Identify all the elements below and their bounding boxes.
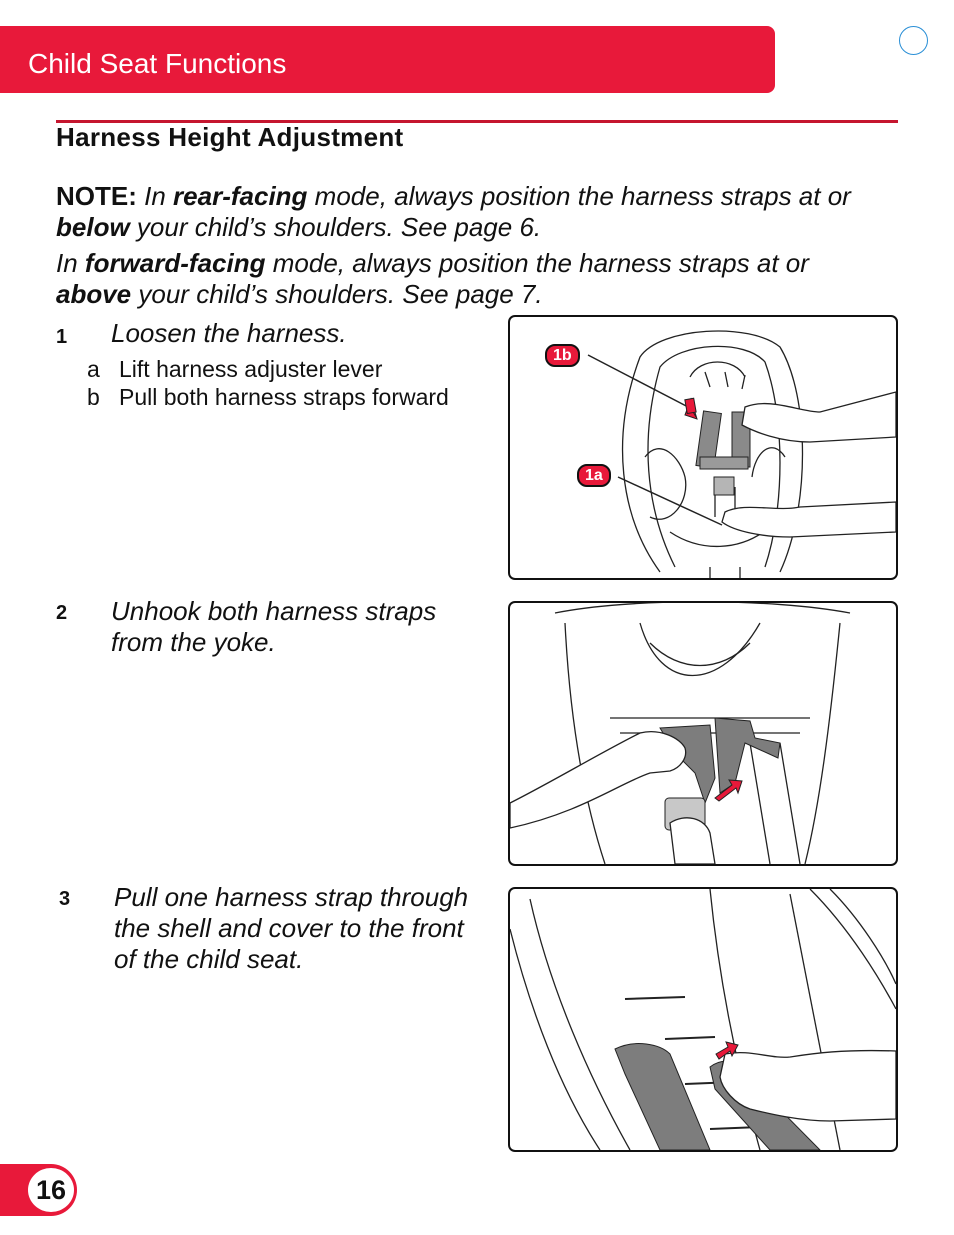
- substep-b: [87, 383, 449, 411]
- step-2-illustration: [508, 601, 898, 866]
- callout-1a: 1a: [577, 464, 611, 487]
- note-emphasis: below: [56, 212, 130, 242]
- note-emphasis: forward-facing: [84, 248, 266, 278]
- step-1-text: Loosen the harness.: [111, 318, 347, 348]
- section-banner: [0, 26, 775, 93]
- callout-1b: 1b: [545, 344, 580, 367]
- step-3-text-line-1: Pull one harness strap through: [114, 882, 469, 912]
- substep-text: Lift harness adjuster lever: [119, 356, 383, 382]
- note-text: mode, always position the harness straps at or: [314, 181, 851, 211]
- note-line-3: [56, 248, 906, 279]
- substep-letter: a: [87, 356, 100, 382]
- note-line-1: [56, 181, 906, 212]
- note-emphasis: above: [56, 279, 132, 309]
- note-text: In: [144, 181, 166, 211]
- step-3-illustration: [508, 887, 898, 1152]
- note-text: your child’s shoulders. See page 7.: [138, 279, 543, 309]
- step-2-number: 2: [56, 602, 68, 624]
- step-1-number: 1: [56, 326, 68, 348]
- note-label: NOTE:: [56, 181, 137, 211]
- note-line-2: [56, 212, 906, 243]
- note-text: your child’s shoulders. See page 6.: [136, 212, 542, 242]
- step-2-text-line-1: Unhook both harness straps: [111, 596, 437, 626]
- strap-pull-through-illustration: [510, 889, 896, 1150]
- section-title-banner: Child Seat Functions: [28, 48, 287, 79]
- step-3-text-line-2: the shell and cover to the front: [114, 913, 464, 943]
- note-line-4: [56, 279, 906, 310]
- corner-circle-icon: [899, 26, 928, 55]
- note-text: In: [56, 248, 78, 278]
- yoke-unhook-illustration: [510, 603, 896, 864]
- substep-a: [87, 355, 382, 383]
- note-text: mode, always position the harness straps at or: [272, 248, 809, 278]
- substep-letter: b: [87, 384, 100, 410]
- page-title: Harness Height Adjustment: [56, 122, 404, 152]
- step-3-text-line-3: of the child seat.: [114, 944, 304, 974]
- step-3-number: 3: [59, 888, 71, 910]
- note-emphasis: rear-facing: [173, 181, 308, 211]
- substep-text: Pull both harness straps forward: [119, 384, 449, 410]
- step-2-text-line-2: from the yoke.: [111, 627, 276, 657]
- page-number: 16: [28, 1168, 74, 1212]
